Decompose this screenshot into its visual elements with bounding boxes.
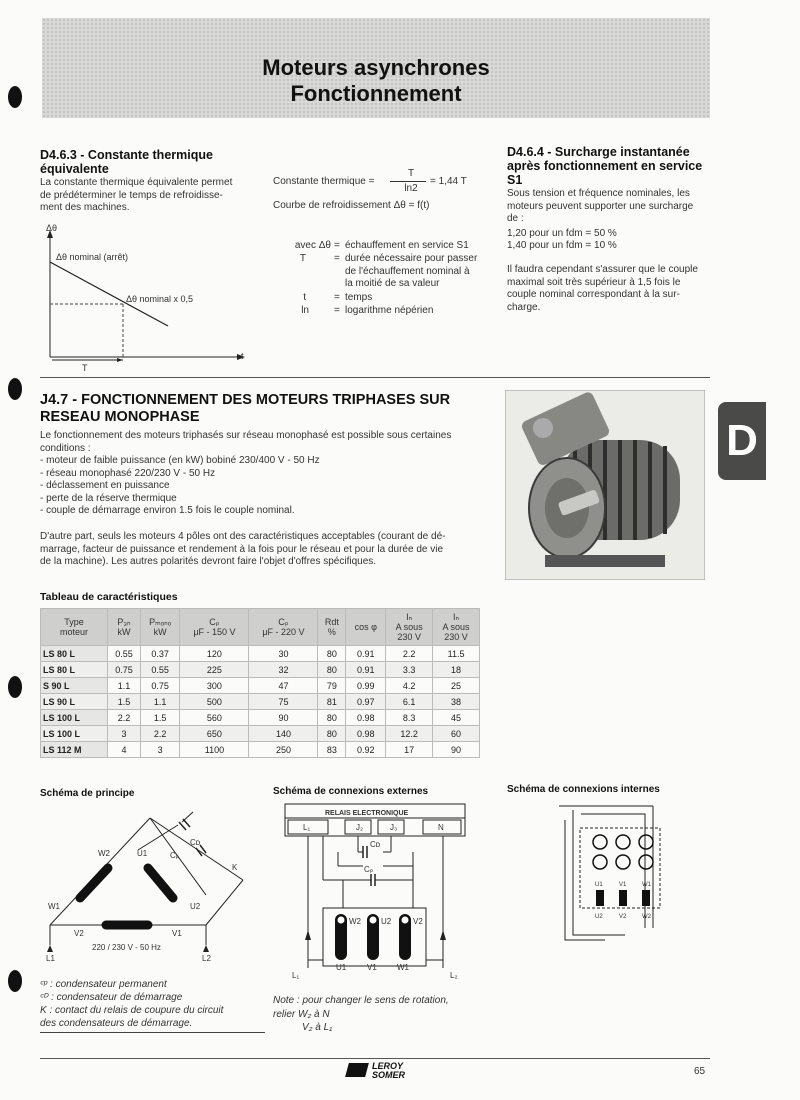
table-cell: 38 [433, 694, 480, 710]
id-label-u2: U2 [595, 914, 603, 920]
table-cell: 0.37 [140, 646, 179, 662]
section-464-heading-3: S1 [507, 173, 523, 187]
table-cell: 225 [180, 662, 249, 678]
def-symbol: t [303, 292, 306, 303]
list-item: - perte de la réserve thermique [40, 492, 177, 504]
section-47-intro: Le fonctionnement des moteurs triphasés sur réseau monophasé est possible sous certaines conditions : [40, 430, 452, 454]
ed-label-cd: Cᴅ [370, 840, 381, 849]
table-title: Tableau de caractéristiques [40, 591, 178, 603]
ed-label-w2: W2 [349, 917, 361, 926]
col-header: Iₙ A sous 230 V [386, 609, 433, 646]
ed-label-n: N [438, 823, 444, 832]
rotation-note-line1: Note : pour changer le sens de rotation, [273, 995, 449, 1006]
table-cell: LS 100 L [41, 726, 108, 742]
def-symbol: ln [301, 305, 309, 316]
table-cell: 0.98 [346, 726, 386, 742]
table-cell: 80 [318, 646, 346, 662]
legend-underline [40, 1032, 265, 1033]
leroy-somer-logo-icon [345, 1063, 369, 1077]
table-cell: 0.55 [140, 662, 179, 678]
table-row [41, 726, 480, 742]
col-header: Pₘₒₙₒ kW [140, 609, 179, 646]
table-cell: 8.3 [386, 710, 433, 726]
footer-divider [40, 1058, 710, 1059]
section-463-heading-1: D4.6.3 - Constante thermique [40, 148, 213, 162]
table-cell: 60 [433, 726, 480, 742]
section-tab-d: D [718, 402, 766, 480]
external-diagram [283, 800, 473, 985]
ed-label-u1: U1 [336, 963, 347, 972]
table-row [41, 678, 480, 694]
ed-label-bl2: L₂ [450, 971, 458, 980]
col-header: Rdt % [318, 609, 346, 646]
table-cell: 650 [180, 726, 249, 742]
table-cell: 2.2 [140, 726, 179, 742]
table-cell: 17 [386, 742, 433, 758]
def-text: temps [345, 292, 373, 303]
section-464-heading-1: D4.6.4 - Surcharge instantanée [507, 145, 690, 159]
brand-name: LEROY SOMER [372, 1061, 406, 1080]
section-47-heading-2: RESEAU MONOPHASE [40, 409, 200, 425]
def-eq: = [334, 292, 340, 303]
section-464-heading-2: après fonctionnement en service [507, 159, 703, 173]
section-463-heading-2: équivalente [40, 162, 109, 176]
table-cell: 3 [140, 742, 179, 758]
table-cell: 560 [180, 710, 249, 726]
def-symbol: avec Δθ [294, 240, 331, 251]
table-cell: 11.5 [433, 646, 480, 662]
id-label-u1: U1 [595, 882, 603, 888]
table-cell: LS 80 L [41, 662, 108, 678]
col-header: P₃ₙ kW [108, 609, 141, 646]
section-463-body: La constante thermique équivalente permet de prédéterminer le temps de refroidisse- ment des machines. [40, 177, 233, 213]
pd-label-u2: U2 [190, 902, 201, 911]
table-cell: 0.55 [108, 646, 141, 662]
page-number: 65 [694, 1066, 706, 1077]
table-cell: 1.1 [140, 694, 179, 710]
overload-item-2: 1,40 pour un fdm = 10 % [507, 240, 617, 251]
section-464-body: Sous tension et fréquence nominales, les moteurs peuvent supporter une surcharge de : [507, 188, 694, 224]
table-cell: 90 [249, 710, 318, 726]
col-header: Iₙ A sous 230 V [433, 609, 480, 646]
pd-label-cp: Cₚ [170, 851, 180, 860]
pd-label-w1: W1 [48, 902, 60, 911]
def-text: durée nécessaire pour passer de l'échauffement nominal à la moitié de sa valeur [345, 253, 478, 289]
id-label-w2: W2 [642, 914, 651, 920]
col-header: Cₚ μF - 220 V [249, 609, 318, 646]
def-eq: = [334, 240, 340, 251]
table-cell: 75 [249, 694, 318, 710]
table-cell: 80 [318, 710, 346, 726]
table-cell: 25 [433, 678, 480, 694]
table-cell: 140 [249, 726, 318, 742]
list-item: - réseau monophasé 220/230 V - 50 Hz [40, 467, 216, 479]
table-cell: 81 [318, 694, 346, 710]
def-text: logarithme népérien [345, 305, 434, 316]
formula2: Courbe de refroidissement Δθ = f(t) [273, 200, 430, 211]
pd-label-v1: V1 [172, 929, 182, 938]
col-header: Cₚ μF - 150 V [180, 609, 249, 646]
col-header: Type moteur [41, 609, 108, 646]
internal-diagram [545, 800, 675, 950]
table-cell: 120 [180, 646, 249, 662]
table-cell: LS 112 M [41, 742, 108, 758]
binder-hole [8, 676, 22, 698]
ed-label-bl1: L₁ [292, 971, 300, 980]
formula1-left: Constante thermique = [273, 176, 375, 187]
graph-x-label: t [241, 351, 244, 361]
table-cell: 500 [180, 694, 249, 710]
table-cell: LS 80 L [41, 646, 108, 662]
table-row [41, 646, 480, 662]
table-cell: 0.97 [346, 694, 386, 710]
def-eq: = [334, 253, 340, 264]
formula1-numerator: T [407, 168, 415, 179]
table-cell: 1100 [180, 742, 249, 758]
table-cell: 83 [318, 742, 346, 758]
table-row [41, 694, 480, 710]
ed-label-v1: V1 [367, 963, 377, 972]
ed-label-u2: U2 [381, 917, 392, 926]
table-cell: 18 [433, 662, 480, 678]
table-cell: 79 [318, 678, 346, 694]
table-cell: 80 [318, 726, 346, 742]
graph-point1-label: Δθ nominal (arrêt) [56, 252, 129, 262]
def-text: échauffement en service S1 [345, 240, 469, 251]
principle-diagram-title: Schéma de principe [40, 788, 135, 799]
ed-label-j2: J₂ [356, 823, 364, 832]
pd-label-k: K [232, 863, 238, 872]
internal-diagram-title: Schéma de connexions internes [507, 784, 660, 795]
table-cell: 300 [180, 678, 249, 694]
pd-label-v2: V2 [74, 929, 84, 938]
table-cell: 0.75 [140, 678, 179, 694]
table-header-row [41, 609, 480, 646]
section-47-heading-1: J4.7 - FONCTIONNEMENT DES MOTEURS TRIPHASES SUR [40, 392, 451, 408]
table-cell: 6.1 [386, 694, 433, 710]
pd-label-cd: Cᴅ [190, 838, 201, 847]
table-cell: 4.2 [386, 678, 433, 694]
binder-hole [8, 970, 22, 992]
table-cell: 0.91 [346, 646, 386, 662]
pd-label-supply: 220 / 230 V - 50 Hz [92, 943, 161, 952]
rotation-note-line3: V₂ à L₁ [302, 1022, 333, 1033]
list-item: - couple de démarrage environ 1.5 fois le couple nominal. [40, 505, 295, 516]
ed-label-j3: J₃ [390, 823, 398, 832]
rotation-note-line2: relier W₂ à N [273, 1009, 330, 1020]
binder-hole [8, 378, 22, 400]
ed-label-w1: W1 [397, 963, 409, 972]
relay-label: RELAIS ELECTRONIQUE [325, 810, 409, 817]
table-cell: 2.2 [386, 646, 433, 662]
table-cell: 30 [249, 646, 318, 662]
pd-label-w2: W2 [98, 849, 110, 858]
col-header: cos φ [346, 609, 386, 646]
table-cell: 1.5 [140, 710, 179, 726]
table-cell: 32 [249, 662, 318, 678]
table-cell: S 90 L [41, 678, 108, 694]
motor-photo [505, 390, 705, 580]
table-cell: LS 90 L [41, 694, 108, 710]
table-cell: 1.5 [108, 694, 141, 710]
table-cell: 0.75 [108, 662, 141, 678]
characteristics-table [40, 608, 480, 758]
list-item: - déclassement en puissance [40, 480, 170, 491]
id-label-w1: W1 [642, 882, 651, 888]
table-cell: LS 100 L [41, 710, 108, 726]
table-cell: 0.92 [346, 742, 386, 758]
table-cell: 2.2 [108, 710, 141, 726]
section-464-body2: Il faudra cependant s'assurer que le couple maximal soit très supérieur à 1,5 fois le couple nominal correspondant à la sur- charge. [507, 264, 698, 313]
external-diagram-title: Schéma de connexions externes [273, 786, 429, 797]
graph-point2-label: Δθ nominal x 0,5 [126, 294, 194, 304]
list-item: - moteur de faible puissance (en kW) bobiné 230/400 V - 50 Hz [40, 455, 320, 466]
graph-t-label: T [82, 363, 88, 373]
table-cell: 0.99 [346, 678, 386, 694]
ed-label-cp: Cₚ [364, 865, 374, 874]
table-cell: 0.91 [346, 662, 386, 678]
pd-label-l1: L1 [46, 954, 55, 963]
overload-item-1: 1,20 pour un fdm = 50 % [507, 228, 617, 239]
ed-label-v2: V2 [413, 917, 423, 926]
table-row [41, 710, 480, 726]
table-cell: 12.2 [386, 726, 433, 742]
section-47-paragraph: D'autre part, seuls les moteurs 4 pôles ont des caractéristiques acceptables (courant de dé- marrage, facteur de puissance et rendement à la fois pour le réseau et pour la durée de vie de la machine). Les autres polarités devront faire l'objet d'offres spécifiques. [40, 531, 446, 567]
table-cell: 47 [249, 678, 318, 694]
formula1-right: = 1,44 T [430, 176, 467, 187]
table-cell: 3 [108, 726, 141, 742]
table-row [41, 742, 480, 758]
fraction-bar [390, 181, 426, 182]
capacitor-legend: ᶜᵖ : condensateur permanent ᶜᴰ : condensateur de démarrage K : contact du relais de coupure du circuit des condensateurs de démarrage. [40, 979, 224, 1029]
conditions-list [40, 455, 490, 518]
table-cell: 0.98 [346, 710, 386, 726]
table-cell: 1.1 [108, 678, 141, 694]
table-row [41, 662, 480, 678]
pd-label-u1: U1 [137, 849, 148, 858]
def-symbol: T [299, 253, 306, 264]
page-title-line1: Moteurs asynchrones [262, 55, 490, 80]
id-label-v2: V2 [619, 914, 627, 920]
binder-hole [8, 86, 22, 108]
graph-y-label: Δθ [46, 223, 58, 233]
formula1-denominator: ln2 [404, 183, 418, 194]
ed-label-l1: L₁ [303, 823, 311, 832]
table-cell: 250 [249, 742, 318, 758]
table-cell: 3.3 [386, 662, 433, 678]
divider [40, 377, 710, 378]
table-cell: 45 [433, 710, 480, 726]
pd-label-l2: L2 [202, 954, 211, 963]
table-cell: 80 [318, 662, 346, 678]
table-cell: 90 [433, 742, 480, 758]
def-eq: = [334, 305, 340, 316]
id-label-v1: V1 [619, 882, 627, 888]
table-cell: 4 [108, 742, 141, 758]
page-title-line2: Fonctionnement [290, 81, 462, 106]
